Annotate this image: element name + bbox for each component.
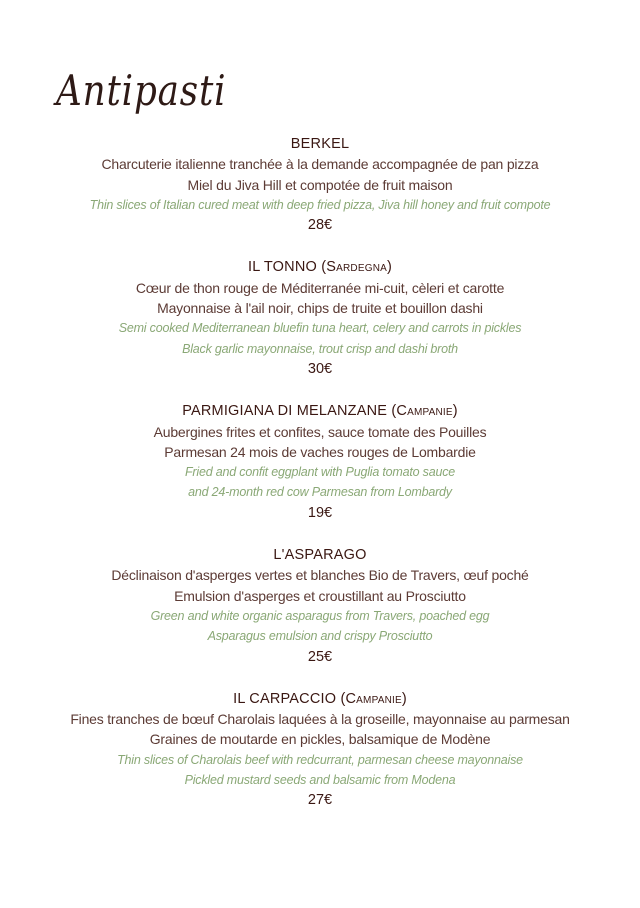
dish-name-text: L'ASPARAGO [273,547,367,564]
dish-description-fr: Aubergines frites et confites, sauce tomate des Pouilles [153,423,487,440]
dish-name [0,545,640,565]
dish-name [0,689,640,709]
dish-asparago [0,545,640,667]
dish-description-en: Fried and confit eggplant with Puglia tomato sauce [184,465,456,480]
dish-price: 30€ [307,360,333,377]
section-title: Antipasti [56,66,227,115]
dish-description-en: Asparagus emulsion and crispy Prosciutto [207,629,433,644]
dish-price: 25€ [307,648,333,665]
dish-description-en: and 24-month red cow Parmesan from Lombardy [188,485,452,500]
dish-name [0,401,640,421]
dish-description-en: Thin slices of Charolais beef with redcurrant, parmesan cheese mayonnaise [117,752,523,767]
dish-price: 27€ [307,792,333,809]
dish-description-fr: Emulsion d'asperges et croustillant au Prosciutto [174,587,466,604]
dish-description-fr: Mayonnaise à l'ail noir, chips de truite et bouillon dashi [157,300,483,317]
dish-name [0,257,640,277]
dish-description-en: Green and white organic asparagus from Travers, poached egg [150,608,490,623]
dish-description-fr: Parmesan 24 mois de vaches rouges de Lombardie [164,443,476,460]
dish-description-fr: Déclinaison d'asperges vertes et blanches Bio de Travers, œuf poché [111,567,529,584]
dish-name-text: BERKEL [290,136,350,152]
dish-il-tonno [0,257,640,379]
dish-name-text: IL TONNO [247,259,317,276]
dish-parmigiana [0,401,640,523]
dish-region: (Campanie) [391,403,458,420]
dish-region: (Campanie) [340,690,407,707]
dish-description-fr: Graines de moutarde en pickles, balsamique de Modène [149,731,491,748]
dish-description-en: Thin slices of Italian cured meat with deep fried pizza, Jiva hill honey and fruit compote [89,197,551,212]
dish-name-text: IL CARPACCIO [233,690,337,707]
dish-price: 19€ [307,504,333,521]
dish-description-fr: Cœur de thon rouge de Méditerranée mi-cuit, cèleri et carotte [135,279,505,296]
dish-price: 28€ [307,217,333,234]
dish-description-fr: Charcuterie italienne tranchée à la demande accompagnée de pan pizza [101,156,539,173]
dish-name [0,134,640,154]
dish-description-fr: Fines tranches de bœuf Charolais laquées à la groseille, mayonnaise au parmesan [70,711,570,728]
dish-description-en: Black garlic mayonnaise, trout crisp and dashi broth [182,341,458,356]
dish-region: (Sardegna) [321,259,393,276]
dish-name-text: PARMIGIANA DI MELANZANE [182,403,388,420]
dish-description-en: Pickled mustard seeds and balsamic from Modena [184,773,456,788]
dish-description-fr: Miel du Jiva Hill et compotée de fruit maison [187,176,453,193]
dish-description-en: Semi cooked Mediterranean bluefin tuna heart, celery and carrots in pickles [118,321,522,336]
dish-berkel [0,134,640,235]
menu-list [0,134,640,833]
dish-carpaccio [0,689,640,811]
